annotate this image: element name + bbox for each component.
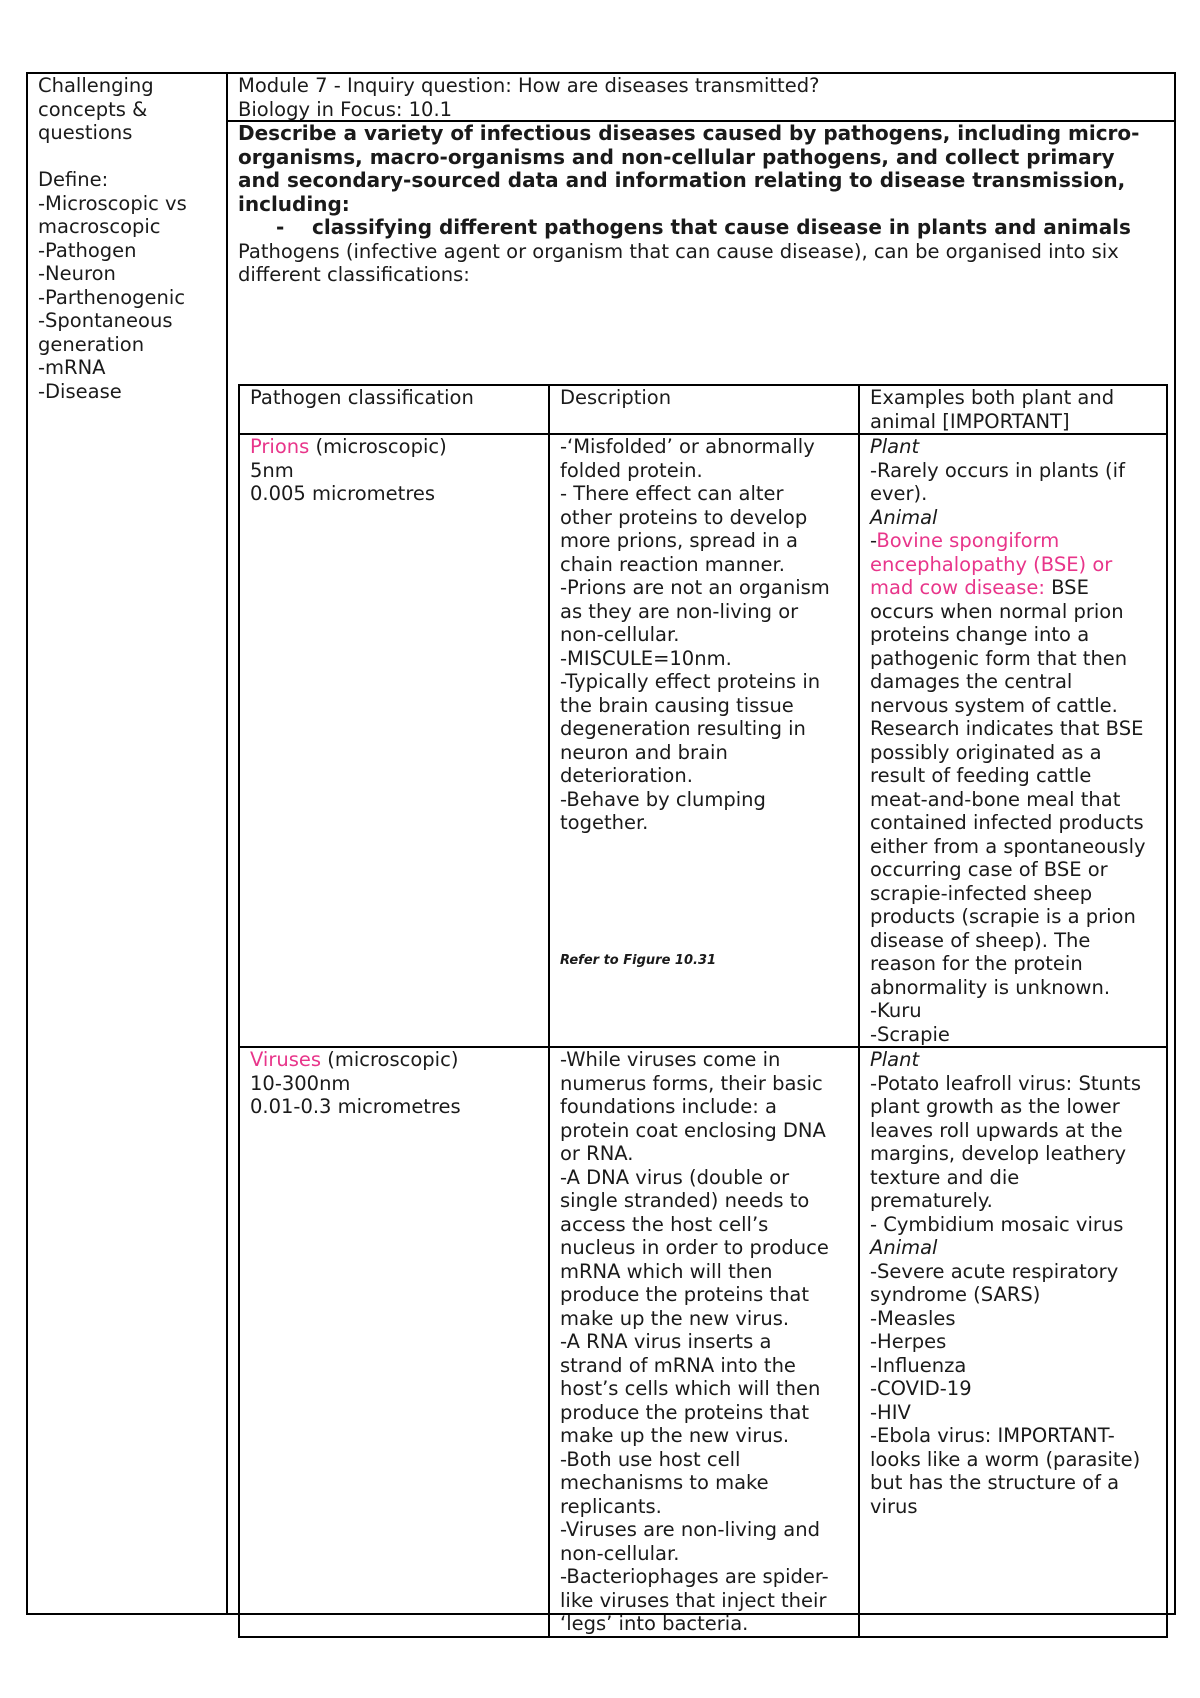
example-line: looks like a worm (parasite)	[870, 1447, 1141, 1471]
description-line: mechanisms to make	[560, 1471, 769, 1494]
define-list	[38, 192, 216, 404]
size-line: 0.005 micrometres	[250, 482, 436, 505]
intro-line: different classifications:	[238, 263, 470, 286]
example-line: proteins change into a	[870, 623, 1090, 646]
description-line: protein coat enclosing DNA	[560, 1118, 826, 1142]
define-item: -Pathogen	[38, 238, 137, 262]
define-item: -mRNA	[38, 356, 106, 379]
size-line: 0.01-0.3 micrometres	[250, 1095, 461, 1118]
description-line: neuron and brain	[560, 740, 728, 764]
example-line: margins, develop leathery	[870, 1142, 1127, 1165]
define-item: generation	[38, 332, 145, 356]
example-line: but has the structure of a	[870, 1471, 1120, 1494]
example-line: Research indicates that BSE	[870, 717, 1144, 740]
description-line: access the host cell’s	[560, 1212, 769, 1236]
example-line: -COVID-19	[870, 1377, 972, 1400]
example-line: possibly originated as a	[870, 740, 1102, 764]
column-header: Pathogen classification	[239, 385, 549, 434]
example-line: -Kuru	[870, 999, 922, 1022]
description-line: foundations include: a	[560, 1095, 777, 1118]
description-line: replicants.	[560, 1494, 662, 1518]
example-line: contained infected products	[870, 811, 1144, 834]
description-cell	[549, 434, 859, 1047]
bullet-text: classifying different pathogens that cause disease in plants and animals	[312, 215, 1131, 239]
description-line: -Behave by clumping	[560, 787, 766, 811]
description-line: nucleus in order to produce	[560, 1236, 829, 1259]
description-line: the brain causing tissue	[560, 693, 794, 717]
define-item: -Microscopic vs	[38, 191, 187, 215]
description-line: mRNA which will then	[560, 1259, 773, 1283]
example-line: disease of sheep). The	[870, 928, 1091, 952]
example-line: damages the central	[870, 670, 1073, 693]
example-line: occurs when normal prion	[870, 599, 1124, 623]
example-line: -Bovine spongiform	[870, 529, 1060, 552]
highlighted-disease: encephalopathy (BSE) or	[870, 552, 1113, 576]
description-line: together.	[560, 811, 649, 834]
description-line: chain reaction manner.	[560, 552, 785, 576]
example-line: plant growth as the lower	[870, 1095, 1120, 1118]
example-line: occurring case of BSE or	[870, 858, 1108, 881]
example-line: - Cymbidium mosaic virus	[870, 1212, 1124, 1236]
example-line: either from a spontaneously	[870, 834, 1146, 858]
example-line: -Scrapie	[870, 1022, 950, 1046]
example-line: reason for the protein	[870, 952, 1083, 975]
textbook-reference: Biology in Focus: 10.1	[238, 97, 453, 121]
examples-cell	[859, 434, 1167, 1047]
classification-cell	[239, 1047, 549, 1637]
description-line: non-cellular.	[560, 623, 680, 646]
example-line: -Influenza	[870, 1353, 967, 1377]
description-line: -Both use host cell	[560, 1447, 741, 1471]
example-line: -Ebola virus: IMPORTANT-	[870, 1424, 1115, 1447]
example-line: prematurely.	[870, 1189, 993, 1212]
intro-paragraph	[238, 240, 1164, 287]
define-item: -Spontaneous	[38, 309, 173, 332]
description-line: or RNA.	[560, 1142, 634, 1165]
left-title-line: Challenging	[38, 74, 154, 97]
description-line: make up the new virus.	[560, 1424, 790, 1447]
description-line: degeneration resulting in	[560, 717, 806, 740]
animal-label: Animal	[870, 505, 938, 529]
description-line: - There effect can alter	[560, 482, 784, 505]
description-line: -Prions are not an organism	[560, 576, 830, 599]
example-line: abnormality is unknown.	[870, 975, 1111, 999]
define-item: macroscopic	[38, 215, 161, 238]
pathogen-scale: (microscopic)	[309, 435, 447, 458]
example-line: meat-and-bone meal that	[870, 787, 1121, 811]
plant-label: Plant	[870, 435, 920, 458]
example-line: nervous system of cattle.	[870, 693, 1118, 717]
bullet-marker: -	[276, 215, 285, 239]
module-content	[228, 121, 1174, 1635]
description-line: like viruses that inject their	[560, 1588, 827, 1612]
example-text: BSE	[1044, 576, 1089, 599]
left-title-line: questions	[38, 121, 133, 144]
animal-label: Animal	[870, 1236, 938, 1259]
description-line: other proteins to develop	[560, 505, 808, 529]
example-line: -Herpes	[870, 1330, 947, 1353]
size-line: 10-300nm	[250, 1071, 351, 1095]
syllabus-bullet	[238, 216, 1164, 240]
left-title	[38, 74, 216, 145]
example-line: pathogenic form that then	[870, 646, 1128, 670]
heading-line: organisms, macro-organisms and non-cellular pathogens, and collect primary	[238, 144, 1115, 169]
define-item: -Neuron	[38, 262, 116, 285]
figure-reference: Refer to Figure 10.31	[560, 952, 717, 968]
description-line: -A DNA virus (double or	[560, 1165, 790, 1189]
example-line: result of feeding cattle	[870, 764, 1092, 787]
description-line: strand of mRNA into the	[560, 1353, 796, 1377]
example-line: ever).	[870, 482, 928, 505]
description-line: -MISCULE=10nm.	[560, 646, 732, 670]
example-line: products (scrapie is a prion	[870, 905, 1136, 928]
example-line	[870, 553, 1156, 577]
pathogen-scale: (microscopic)	[321, 1048, 459, 1071]
description-line: -A RNA virus inserts a	[560, 1330, 772, 1353]
example-line: leaves roll upwards at the	[870, 1118, 1123, 1142]
intro-line: Pathogens (infective agent or organism that can cause disease), can be organised into six	[238, 239, 1119, 263]
description-line: make up the new virus.	[560, 1306, 790, 1330]
left-column	[28, 74, 228, 1613]
heading-line: and secondary-sourced data and information relating to disease transmission,	[238, 168, 1126, 192]
description-line: folded protein.	[560, 458, 703, 482]
heading-line: Describe a variety of infectious diseases caused by pathogens, including micro-	[238, 121, 1140, 145]
example-line	[870, 576, 1156, 600]
description-line: -‘Misfolded’ or abnormally	[560, 435, 815, 458]
example-line: texture and die	[870, 1165, 1020, 1189]
description-line: single stranded) needs to	[560, 1189, 810, 1212]
description-line: host’s cells which will then	[560, 1377, 821, 1400]
pathogen-table	[238, 384, 1168, 1638]
notes-table	[26, 72, 1176, 1635]
pathogen-name: Viruses	[250, 1048, 322, 1071]
right-column	[228, 74, 1174, 1635]
define-item: -Disease	[38, 379, 122, 403]
classification-cell	[239, 434, 549, 1047]
description-line: non-cellular.	[560, 1541, 680, 1565]
highlighted-disease: Bovine spongiform	[876, 529, 1060, 552]
example-line: -Rarely occurs in plants (if	[870, 458, 1125, 482]
module-header	[228, 74, 1174, 122]
description-line: ‘legs’ into bacteria.	[560, 1612, 749, 1635]
description-line: -Viruses are non-living and	[560, 1518, 820, 1541]
highlighted-disease: mad cow disease:	[870, 576, 1045, 599]
description-line: -While viruses come in	[560, 1048, 781, 1071]
description-line: -Typically effect proteins in	[560, 670, 821, 693]
size-line: 5nm	[250, 458, 294, 482]
syllabus-heading	[238, 122, 1164, 216]
description-line: numerus forms, their basic	[560, 1071, 823, 1095]
left-title-line: concepts &	[38, 97, 148, 121]
column-header: Description	[549, 385, 859, 434]
description-line: more prions, spread in a	[560, 529, 798, 552]
example-line: -Potato leafroll virus: Stunts	[870, 1071, 1141, 1095]
define-item: -Parthenogenic	[38, 285, 186, 309]
module-title: Module 7 - Inquiry question: How are diseases transmitted?	[238, 74, 820, 97]
column-header: Examples both plant and animal [IMPORTANT]	[859, 385, 1167, 434]
description-line: as they are non-living or	[560, 599, 799, 623]
description-line: -Bacteriophages are spider-	[560, 1565, 829, 1588]
table-header-row	[239, 385, 1167, 434]
description-line: produce the proteins that	[560, 1400, 810, 1424]
table-row	[239, 434, 1167, 1047]
description-cell	[549, 1047, 859, 1637]
define-label: Define:	[38, 168, 109, 191]
table-row	[239, 1047, 1167, 1637]
example-line: syndrome (SARS)	[870, 1283, 1041, 1306]
description-line: produce the proteins that	[560, 1283, 810, 1306]
example-line: -HIV	[870, 1400, 911, 1424]
pathogen-name: Prions	[250, 435, 310, 458]
example-line: scrapie-infected sheep	[870, 881, 1093, 905]
example-line: virus	[870, 1494, 918, 1518]
plant-label: Plant	[870, 1048, 920, 1071]
example-line: -Measles	[870, 1306, 956, 1330]
description-line: deterioration.	[560, 764, 693, 787]
heading-line: including:	[238, 191, 350, 216]
examples-cell	[859, 1047, 1167, 1637]
example-line: -Severe acute respiratory	[870, 1259, 1119, 1283]
